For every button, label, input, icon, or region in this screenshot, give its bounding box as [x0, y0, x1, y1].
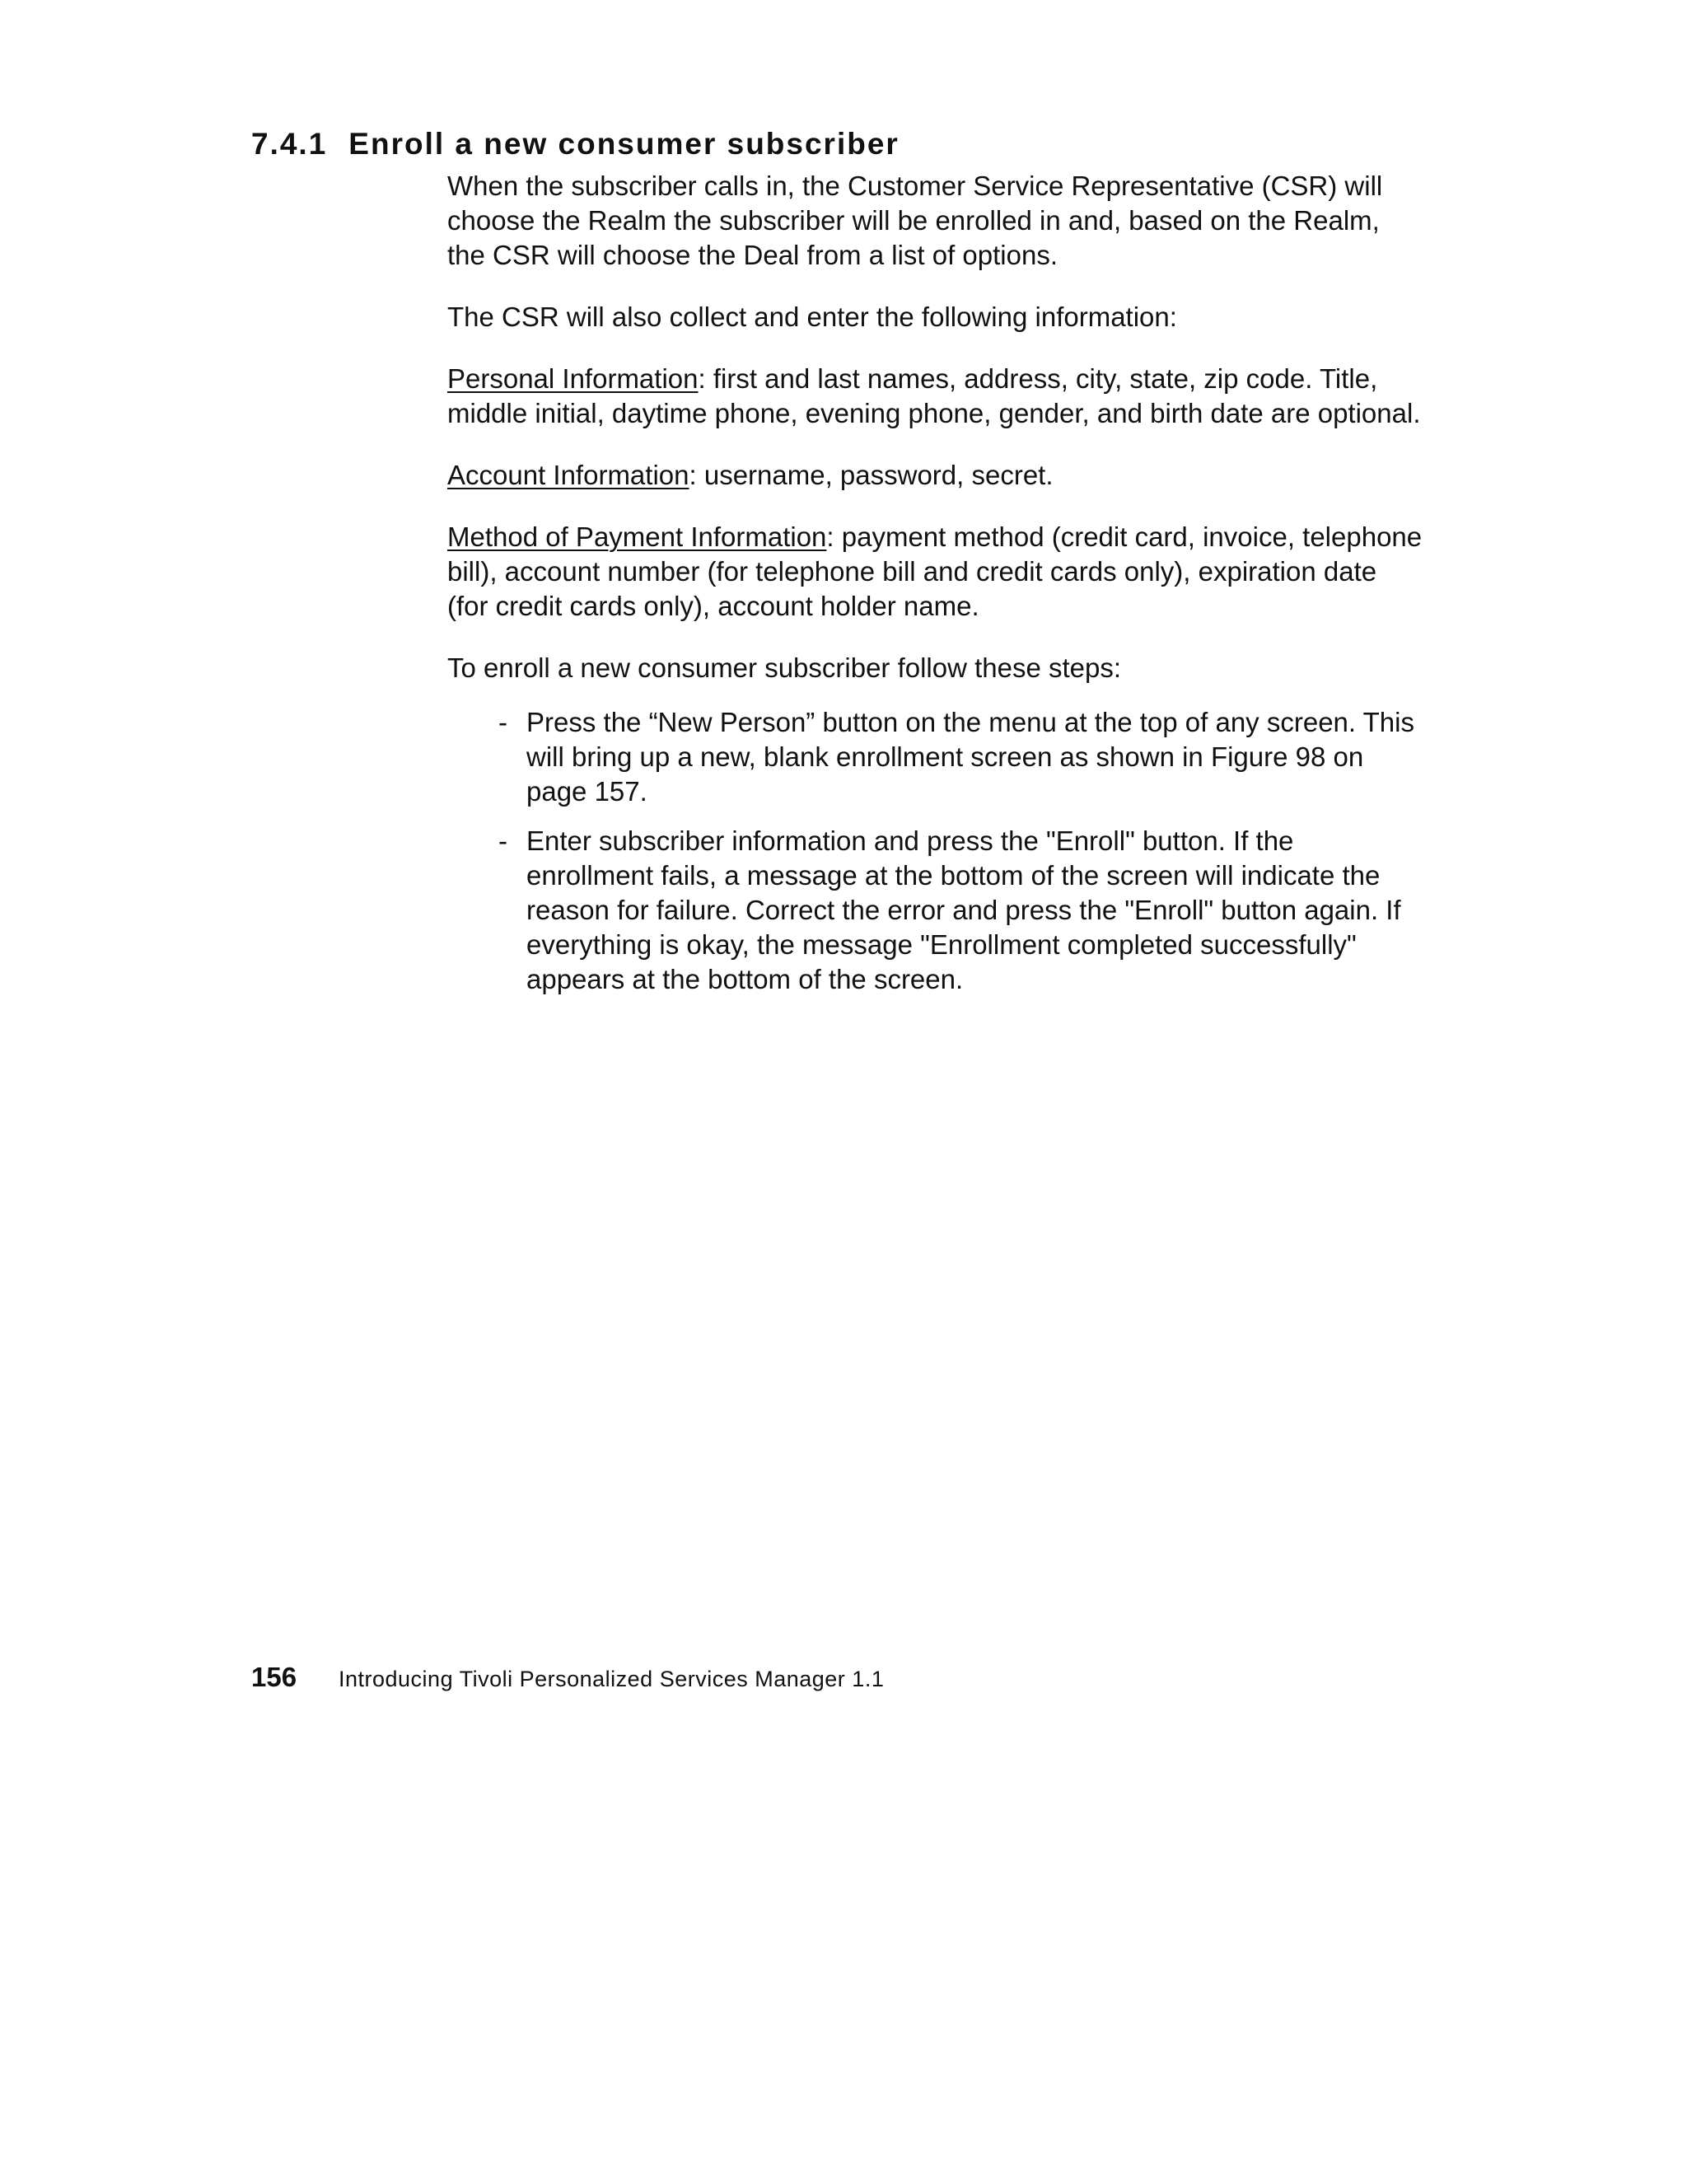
personal-info-text: : first and last names, address, city, state, zip code. Title, middle initial, daytime phone, evening phone, gender, and birth date are optional.: [447, 363, 1421, 428]
collect-paragraph: The CSR will also collect and enter the following information:: [447, 302, 1177, 332]
personal-info-label: Personal Information: [447, 363, 699, 394]
page-footer: [251, 1661, 884, 1700]
list-bullet: -: [498, 707, 507, 737]
list-item-text: Enter subscriber information and press the "Enroll" button. If the enrollment fails, a message at the bottom of the screen will indicate the reason for failure. Correct the error and press the "Enroll" button again. If everything is okay, the message "Enrollment completed successfully" appears at the bottom of the screen.: [526, 825, 1401, 994]
list-item: [498, 824, 1423, 997]
steps-intro-paragraph: To enroll a new consumer subscriber follow these steps:: [447, 652, 1122, 683]
section-number: 7.4.1: [251, 127, 328, 161]
account-info-label: Account Information: [447, 460, 689, 490]
payment-info-text: : payment method (credit card, invoice, telephone bill), account number (for telephone bill and credit cards only), expiration date (for credit cards only), account holder name.: [447, 521, 1423, 621]
section-heading: [251, 124, 900, 165]
section-title: Enroll a new consumer subscriber: [348, 127, 900, 161]
section-body: [447, 169, 1423, 1012]
account-info-text: : username, password, secret.: [689, 460, 1054, 490]
steps-list: [447, 705, 1423, 997]
list-item-text: Press the “New Person” button on the menu at the top of any screen. This will bring up a new, blank enrollment screen as shown in Figure 98 on page 157.: [526, 707, 1414, 807]
account-info-paragraph: [447, 458, 1423, 493]
payment-info-label: Method of Payment Information: [447, 521, 827, 552]
book-title: Introducing Tivoli Personalized Services Manager 1.1: [339, 1667, 885, 1691]
list-item: [498, 705, 1423, 809]
page-number: 156: [251, 1662, 297, 1692]
list-bullet: -: [498, 825, 507, 856]
payment-info-paragraph: [447, 520, 1423, 624]
personal-info-paragraph: [447, 362, 1423, 431]
intro-paragraph: When the subscriber calls in, the Customer Service Representative (CSR) will choose the Realm the subscriber will be enrolled in and, based on the Realm, the CSR will choose the Deal from a list of options.: [447, 171, 1383, 270]
